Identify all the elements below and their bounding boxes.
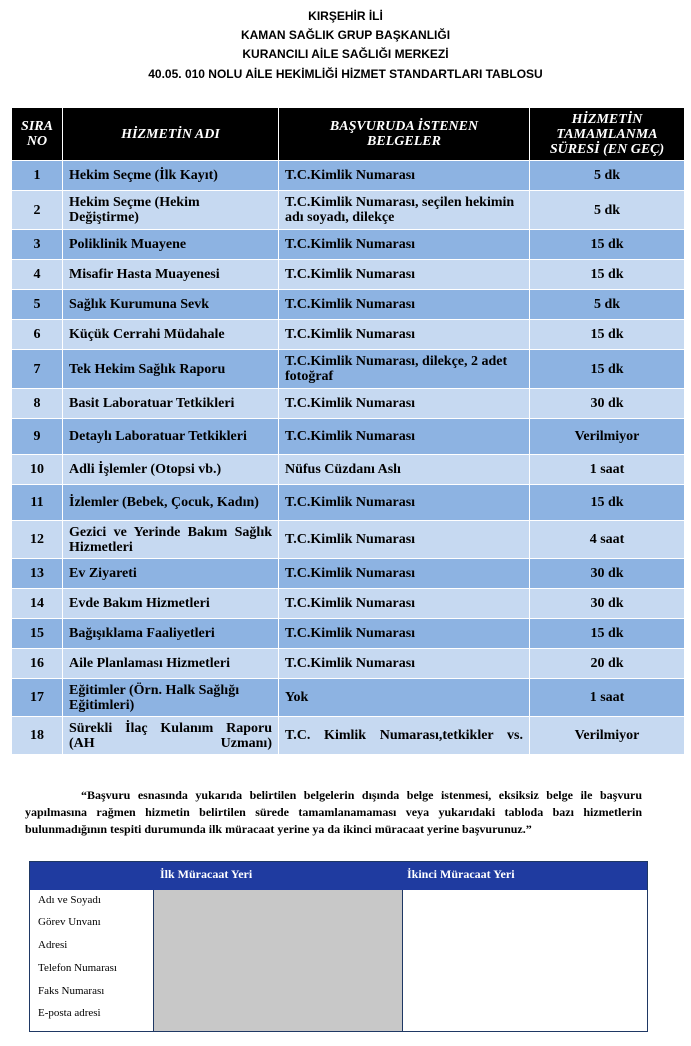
row-completion-time: 30 dk — [530, 559, 685, 589]
row-completion-time: 30 dk — [530, 389, 685, 419]
row-service-name: Gezici ve Yerinde Bakım Sağlık Hizmetleri — [63, 521, 279, 559]
table-row — [12, 419, 685, 455]
row-number: 1 — [12, 161, 63, 191]
row-service-name: İzlemler (Bebek, Çocuk, Kadın) — [63, 485, 279, 521]
table-row — [12, 389, 685, 419]
row-number: 6 — [12, 320, 63, 350]
row-completion-time: 30 dk — [530, 589, 685, 619]
header-no: SIRA NO — [12, 108, 63, 161]
row-number: 18 — [12, 717, 63, 755]
table-header-row — [12, 108, 685, 161]
row-service-name: Küçük Cerrahi Müdahale — [63, 320, 279, 350]
row-number: 10 — [12, 455, 63, 485]
row-required-documents: T.C.Kimlik Numarası — [279, 619, 530, 649]
row-required-documents: T.C.Kimlik Numarası — [279, 290, 530, 320]
table-row — [12, 455, 685, 485]
row-required-documents: T.C.Kimlik Numarası — [279, 230, 530, 260]
notice-text: “Başvuru esnasında yukarıda belirtilen belgelerin dışında belge istenmesi, eksiksiz belge ile başvuru yapılmasına rağmen hizmetin belirtilen sürede tamamlanamaması veya yukarıdaki tabloda bazı hizmetlerin bulunmadığının tespiti durumunda ilk müracaat yerine ya da ikinci müracaat yerine başvurunuz.” — [25, 788, 642, 836]
contact-label-phone: Telefon Numarası — [38, 962, 117, 974]
row-service-name: Sürekli İlaç Kulanım Raporu (AH Uzmanı) — [63, 717, 279, 755]
row-service-name: Poliklinik Muayene — [63, 230, 279, 260]
contact-label-name: Adı ve Soyadı — [38, 894, 101, 906]
row-number: 13 — [12, 559, 63, 589]
row-service-name: Aile Planlaması Hizmetleri — [63, 649, 279, 679]
row-completion-time: 5 dk — [530, 191, 685, 230]
row-number: 5 — [12, 290, 63, 320]
row-number: 7 — [12, 350, 63, 389]
row-required-documents: T.C.Kimlik Numarası — [279, 589, 530, 619]
service-standards-table — [11, 107, 685, 755]
row-completion-time: Verilmiyor — [530, 419, 685, 455]
contact-label-title: Görev Unvanı — [38, 916, 101, 928]
row-required-documents: Nüfus Cüzdanı Aslı — [279, 455, 530, 485]
row-service-name: Misafir Hasta Muayenesi — [63, 260, 279, 290]
row-completion-time: 15 dk — [530, 619, 685, 649]
row-completion-time: Verilmiyor — [530, 717, 685, 755]
table-row — [12, 260, 685, 290]
row-service-name: Detaylı Laboratuar Tetkikleri — [63, 419, 279, 455]
row-required-documents: T.C.Kimlik Numarası — [279, 389, 530, 419]
row-required-documents: T.C.Kimlik Numarası, dilekçe, 2 adet fotoğraf — [279, 350, 530, 389]
row-service-name: Tek Hekim Sağlık Raporu — [63, 350, 279, 389]
row-required-documents: T.C.Kimlik Numarası — [279, 521, 530, 559]
contact-table — [29, 861, 648, 1032]
row-completion-time: 15 dk — [530, 260, 685, 290]
row-required-documents: T.C.Kimlik Numarası — [279, 161, 530, 191]
table-row — [12, 649, 685, 679]
row-completion-time: 4 saat — [530, 521, 685, 559]
row-service-name: Evde Bakım Hizmetleri — [63, 589, 279, 619]
table-row — [12, 589, 685, 619]
row-number: 9 — [12, 419, 63, 455]
title-group: KAMAN SAĞLIK GRUP BAŞKANLIĞI — [240, 28, 451, 42]
row-service-name: Ev Ziyareti — [63, 559, 279, 589]
header-duration: HİZMETİN TAMAMLANMA SÜRESİ (EN GEÇ) — [530, 108, 685, 161]
title-center: KURANCILI AİLE SAĞLIĞI MERKEZİ — [242, 47, 449, 61]
row-completion-time: 20 dk — [530, 649, 685, 679]
row-required-documents: T.C.Kimlik Numarası — [279, 260, 530, 290]
table-row — [12, 559, 685, 589]
row-completion-time: 15 dk — [530, 230, 685, 260]
first-contact-info-cell — [153, 890, 403, 1031]
row-completion-time: 5 dk — [530, 161, 685, 191]
row-service-name: Hekim Seçme (İlk Kayıt) — [63, 161, 279, 191]
table-row — [12, 161, 685, 191]
row-number: 8 — [12, 389, 63, 419]
row-service-name: Basit Laboratuar Tetkikleri — [63, 389, 279, 419]
title-table: 40.05. 010 NOLU AİLE HEKİMLİĞİ HİZMET STANDARTLARI TABLOSU — [148, 67, 543, 81]
row-completion-time: 15 dk — [530, 485, 685, 521]
row-required-documents: T.C.Kimlik Numarası — [279, 320, 530, 350]
first-contact-header: İlk Müracaat Yeri — [160, 867, 253, 881]
table-row — [12, 619, 685, 649]
row-number: 17 — [12, 679, 63, 717]
row-completion-time: 1 saat — [530, 679, 685, 717]
table-row — [12, 717, 685, 755]
row-required-documents: T.C.Kimlik Numarası — [279, 419, 530, 455]
row-service-name: Adli İşlemler (Otopsi vb.) — [63, 455, 279, 485]
row-number: 2 — [12, 191, 63, 230]
row-completion-time: 5 dk — [530, 290, 685, 320]
header-docs: BAŞVURUDA İSTENEN BELGELER — [279, 108, 530, 161]
row-completion-time: 15 dk — [530, 350, 685, 389]
header-service: HİZMETİN ADI — [63, 108, 279, 161]
row-required-documents: T.C.Kimlik Numarası — [279, 485, 530, 521]
row-service-name: Eğitimler (Örn. Halk Sağlığı Eğitimleri) — [63, 679, 279, 717]
row-required-documents: T.C.Kimlik Numarası — [279, 559, 530, 589]
row-completion-time: 15 dk — [530, 320, 685, 350]
title-province: KIRŞEHİR İLİ — [308, 9, 383, 23]
row-number: 16 — [12, 649, 63, 679]
contact-label-address: Adresi — [38, 939, 68, 951]
row-number: 3 — [12, 230, 63, 260]
table-row — [12, 521, 685, 559]
row-number: 12 — [12, 521, 63, 559]
contact-label-email: E-posta adresi — [38, 1007, 101, 1019]
row-completion-time: 1 saat — [530, 455, 685, 485]
table-row — [12, 485, 685, 521]
row-number: 14 — [12, 589, 63, 619]
row-required-documents: T.C.Kimlik Numarası, seçilen hekimin adı soyadı, dilekçe — [279, 191, 530, 230]
table-row — [12, 350, 685, 389]
row-required-documents: T.C.Kimlik Numarası — [279, 649, 530, 679]
row-number: 15 — [12, 619, 63, 649]
row-service-name: Sağlık Kurumuna Sevk — [63, 290, 279, 320]
row-service-name: Hekim Seçme (Hekim Değiştirme) — [63, 191, 279, 230]
row-number: 4 — [12, 260, 63, 290]
second-contact-header: İkinci Müracaat Yeri — [407, 867, 515, 881]
table-row — [12, 230, 685, 260]
table-row — [12, 679, 685, 717]
contact-label-fax: Faks Numarası — [38, 985, 105, 997]
table-row — [12, 191, 685, 230]
table-row — [12, 290, 685, 320]
row-required-documents: T.C. Kimlik Numarası,tetkikler vs. — [279, 717, 530, 755]
row-required-documents: Yok — [279, 679, 530, 717]
table-row — [12, 320, 685, 350]
row-number: 11 — [12, 485, 63, 521]
row-service-name: Bağışıklama Faaliyetleri — [63, 619, 279, 649]
